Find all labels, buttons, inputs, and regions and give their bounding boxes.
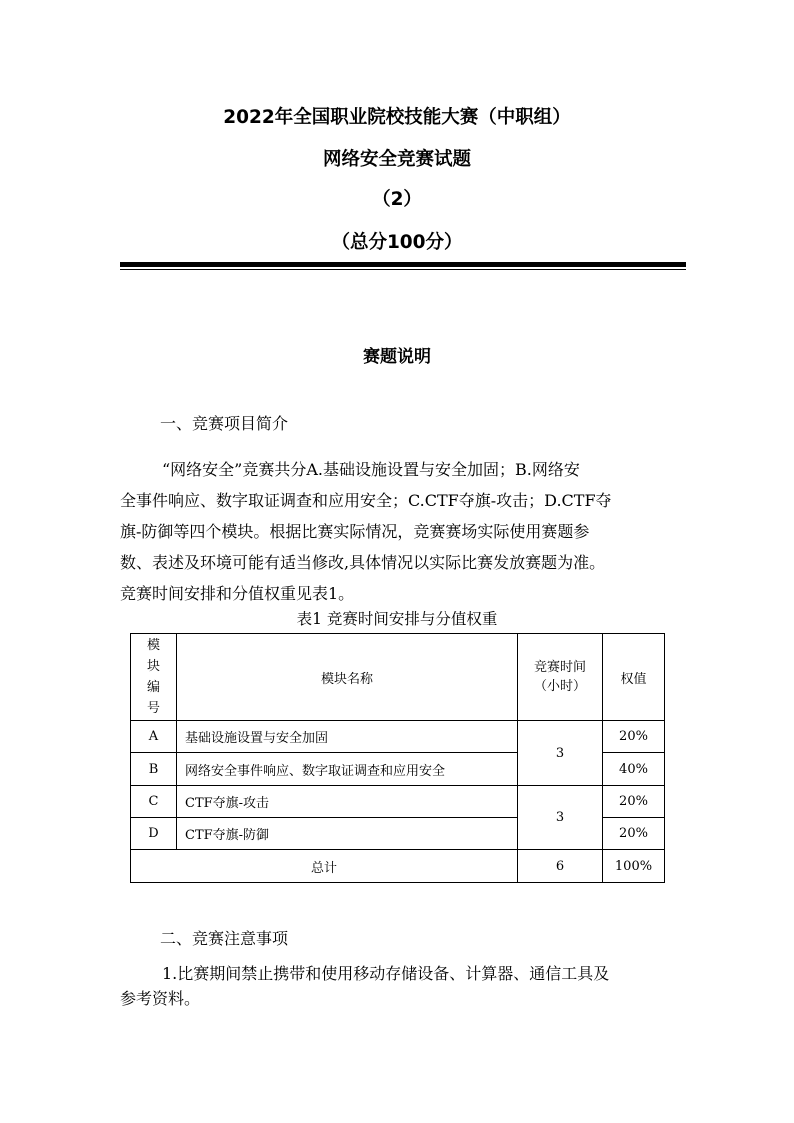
header-weight: 权值 bbox=[603, 634, 665, 721]
row-duration: 3 bbox=[518, 721, 603, 786]
intro-line: 竞赛时间安排和分值权重见表1。 bbox=[120, 584, 355, 603]
header-duration bbox=[518, 634, 603, 721]
row-name: 基础设施设置与安全加固 bbox=[177, 721, 518, 753]
header-module-code bbox=[131, 634, 177, 721]
row-weight: 20% bbox=[603, 818, 665, 850]
row-weight: 20% bbox=[603, 786, 665, 818]
intro-line: “网络安全”竞赛共分A.基础设施设置与安全加固；B.网络安 bbox=[162, 460, 580, 479]
title-divider-thin bbox=[120, 269, 686, 270]
row-code: A bbox=[131, 721, 177, 753]
doc-total-score: （总分100分） bbox=[331, 232, 463, 253]
title-divider-thick bbox=[120, 262, 686, 267]
row-duration: 3 bbox=[518, 786, 603, 850]
header-module-name: 模块名称 bbox=[177, 634, 518, 721]
intro-paragraph bbox=[120, 454, 680, 609]
row-name: 网络安全事件响应、数字取证调查和应用安全 bbox=[177, 753, 518, 786]
total-duration: 6 bbox=[518, 850, 603, 883]
intro-line: 旗-防御等四个模块。根据比赛实际情况，竞赛赛场实际使用赛题参 bbox=[120, 522, 590, 541]
intro-line: 数、表述及环境可能有适当修改,具体情况以实际比赛发放赛题为准。 bbox=[120, 553, 606, 572]
heading-project-intro: 一、竞赛项目简介 bbox=[160, 414, 289, 433]
heading-notices: 二、竞赛注意事项 bbox=[160, 929, 289, 948]
header-module-code-text: 模块编号 bbox=[146, 638, 160, 716]
notice-line: 1.比赛期间禁止携带和使用移动存储设备、计算器、通信工具及 bbox=[162, 964, 610, 983]
row-name: CTF夺旗-攻击 bbox=[177, 786, 518, 818]
row-name: CTF夺旗-防御 bbox=[177, 818, 518, 850]
row-weight: 40% bbox=[603, 753, 665, 786]
header-duration-text: 竞赛时间（小时） bbox=[533, 660, 586, 694]
schedule-weight-table bbox=[130, 633, 665, 883]
table-header-row bbox=[131, 634, 665, 721]
table-row bbox=[131, 786, 665, 818]
doc-subtitle: 网络安全竞赛试题 bbox=[322, 149, 471, 170]
total-label: 总计 bbox=[131, 850, 518, 883]
doc-set-number: （2） bbox=[372, 189, 422, 210]
total-weight: 100% bbox=[603, 850, 665, 883]
row-code: D bbox=[131, 818, 177, 850]
table-row bbox=[131, 721, 665, 753]
row-weight: 20% bbox=[603, 721, 665, 753]
table-total-row bbox=[131, 850, 665, 883]
notice-line: 参考资料。 bbox=[120, 989, 201, 1008]
table-caption: 表1 竞赛时间安排与分值权重 bbox=[296, 610, 498, 628]
intro-line: 全事件响应、数字取证调查和应用安全；C.CTF夺旗-攻击；D.CTF夺 bbox=[120, 491, 612, 510]
row-code: B bbox=[131, 753, 177, 786]
doc-title: 2022年全国职业院校技能大赛（中职组） bbox=[223, 107, 571, 128]
section-title: 赛题说明 bbox=[363, 347, 431, 367]
row-code: C bbox=[131, 786, 177, 818]
notice-paragraph bbox=[120, 961, 680, 1011]
